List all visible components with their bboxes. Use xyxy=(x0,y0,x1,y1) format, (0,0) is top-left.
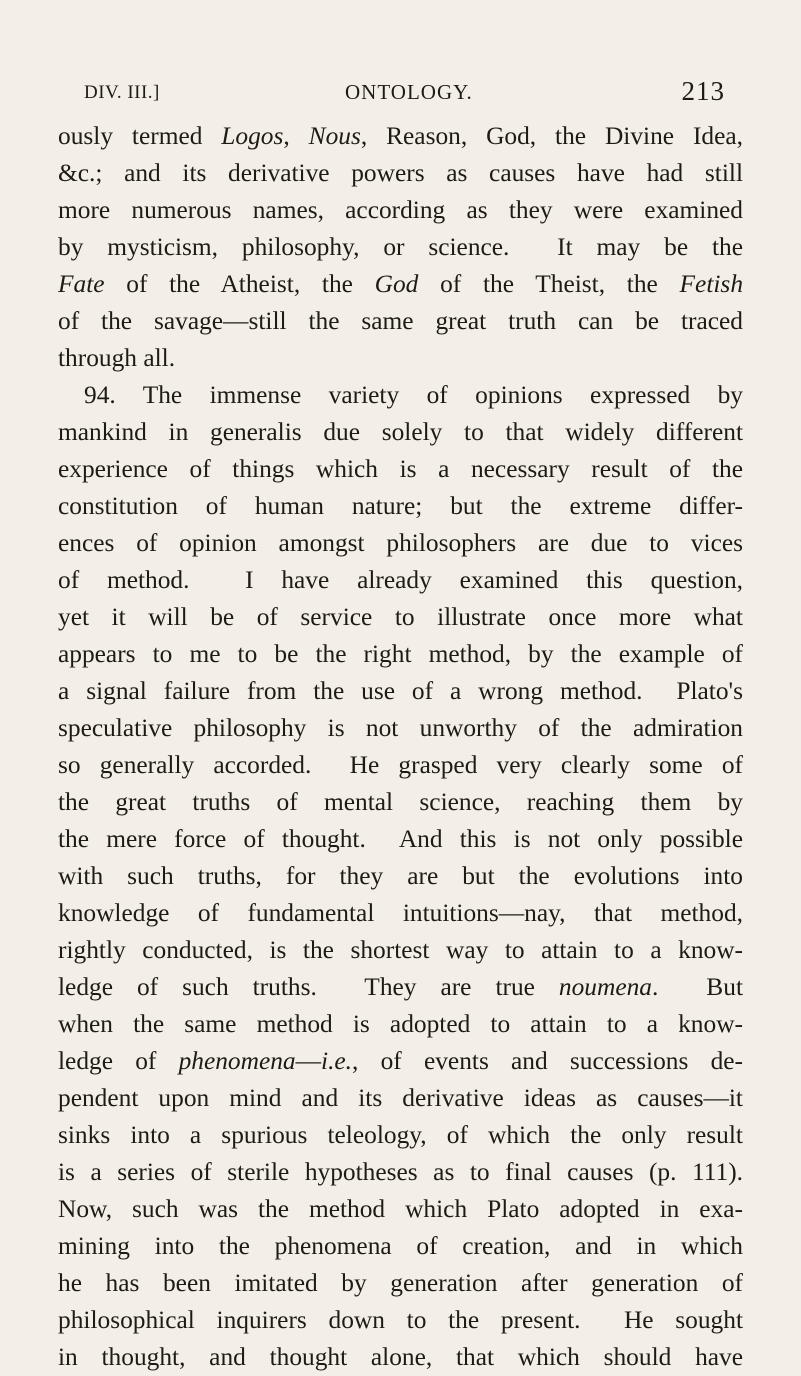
text-line xyxy=(58,747,743,784)
text-segment: the great truths of mental science, reaching them by xyxy=(58,788,743,816)
text-segment: speculative philosophy is not unworthy of the admiration xyxy=(58,714,743,742)
text-line xyxy=(58,1117,743,1154)
text-line xyxy=(58,895,743,932)
text-line xyxy=(58,488,743,525)
text-segment: more numerous names, according as they were examined xyxy=(58,196,743,224)
text-line xyxy=(58,1228,743,1265)
text-segment: is a series of sterile hypotheses as to final causes (p. 111). xyxy=(58,1158,743,1186)
text-segment: of the Atheist, the xyxy=(104,270,375,298)
text-line xyxy=(58,562,743,599)
text-line xyxy=(58,932,743,969)
text-segment: , Reason, God, the Divine Idea, xyxy=(360,122,743,150)
text-line xyxy=(58,969,743,1006)
text-line xyxy=(58,377,743,414)
text-line xyxy=(58,599,743,636)
text-segment: through all. xyxy=(58,344,176,372)
italic-text: Fate xyxy=(58,270,105,298)
italic-text: Fetish xyxy=(679,270,743,298)
text-line xyxy=(58,525,743,562)
text-segment: ledge of such truths. They are true xyxy=(58,973,559,1001)
text-line xyxy=(58,821,743,858)
text-line xyxy=(58,303,743,340)
text-segment: of the Theist, the xyxy=(418,270,680,298)
text-line xyxy=(58,1339,743,1376)
text-segment: pendent upon mind and its derivative ideas as causes—it xyxy=(58,1084,743,1112)
text-segment: experience of things which is a necessary result of the xyxy=(58,455,743,483)
text-line xyxy=(58,858,743,895)
text-line xyxy=(58,1043,743,1080)
text-line xyxy=(58,673,743,710)
text-segment: mankind in generalis due solely to that widely different xyxy=(58,418,743,446)
text-segment: , of events and successions de- xyxy=(352,1047,743,1075)
text-segment: — xyxy=(295,1047,322,1075)
text-segment: rightly conducted, is the shortest way to attain to a know- xyxy=(58,936,743,964)
text-segment: ously termed xyxy=(58,122,222,150)
text-line xyxy=(58,229,743,266)
text-segment: philosophical inquirers down to the present. He sought xyxy=(58,1306,743,1334)
text-line xyxy=(58,784,743,821)
text-segment: in thought, and thought alone, that which should have xyxy=(58,1343,743,1371)
text-segment: so generally accorded. He grasped very clearly some of xyxy=(58,751,743,779)
text-segment: 94. The immense variety of opinions expressed by xyxy=(84,381,743,409)
text-line xyxy=(58,1154,743,1191)
text-line xyxy=(58,155,743,192)
text-segment: he has been imitated by generation after generation of xyxy=(58,1269,743,1297)
italic-text: phenomena xyxy=(178,1047,296,1075)
italic-text: Nous xyxy=(308,122,361,150)
text-line xyxy=(58,710,743,747)
text-line xyxy=(58,192,743,229)
text-segment: appears to me to be the right method, by the example of xyxy=(58,640,743,668)
text-segment: , xyxy=(283,122,309,150)
text-line xyxy=(58,1006,743,1043)
text-segment: sinks into a spurious teleology, of which the only result xyxy=(58,1121,743,1149)
text-line xyxy=(58,1265,743,1302)
italic-text: God xyxy=(374,270,419,298)
italic-text: noumena xyxy=(558,973,652,1001)
text-segment: &c.; and its derivative powers as causes have had still xyxy=(58,159,743,187)
text-line xyxy=(58,636,743,673)
text-segment: the mere force of thought. And this is not only possible xyxy=(58,825,743,853)
text-segment: ences of opinion amongst philosophers are due to vices xyxy=(58,529,743,557)
text-segment: . But xyxy=(652,973,743,1001)
text-line xyxy=(58,1302,743,1339)
text-segment: Now, such was the method which Plato adopted in exa- xyxy=(58,1195,743,1223)
italic-text: i.e. xyxy=(321,1047,353,1075)
text-segment: a signal failure from the use of a wrong method. Plato's xyxy=(58,677,743,705)
text-segment: of method. I have already examined this question, xyxy=(58,566,743,594)
text-segment: knowledge of fundamental intuitions—nay, that method, xyxy=(58,899,743,927)
running-header xyxy=(58,68,743,112)
text-line xyxy=(58,340,743,377)
text-segment: of the savage—still the same great truth can be traced xyxy=(58,307,743,335)
text-segment: mining into the phenomena of creation, and in which xyxy=(58,1232,743,1260)
text-segment: constitution of human nature; but the extreme differ- xyxy=(58,492,743,520)
text-line xyxy=(58,1191,743,1228)
italic-text: Logos xyxy=(221,122,284,150)
running-title: ONTOLOGY. xyxy=(345,80,473,104)
text-line xyxy=(58,118,743,155)
text-line xyxy=(58,414,743,451)
page-number: 213 xyxy=(681,76,725,106)
text-segment: with such truths, for they are but the evolutions into xyxy=(58,862,743,890)
text-segment: ledge of xyxy=(58,1047,179,1075)
division-marker: DIV. III.] xyxy=(84,82,160,103)
text-line xyxy=(58,451,743,488)
body-text xyxy=(58,118,743,1376)
text-segment: when the same method is adopted to attain to a know- xyxy=(58,1010,743,1038)
text-line xyxy=(58,1080,743,1117)
text-segment: by mysticism, philosophy, or science. It may be the xyxy=(58,233,743,261)
text-segment: yet it will be of service to illustrate once more what xyxy=(58,603,743,631)
text-line xyxy=(58,266,743,303)
